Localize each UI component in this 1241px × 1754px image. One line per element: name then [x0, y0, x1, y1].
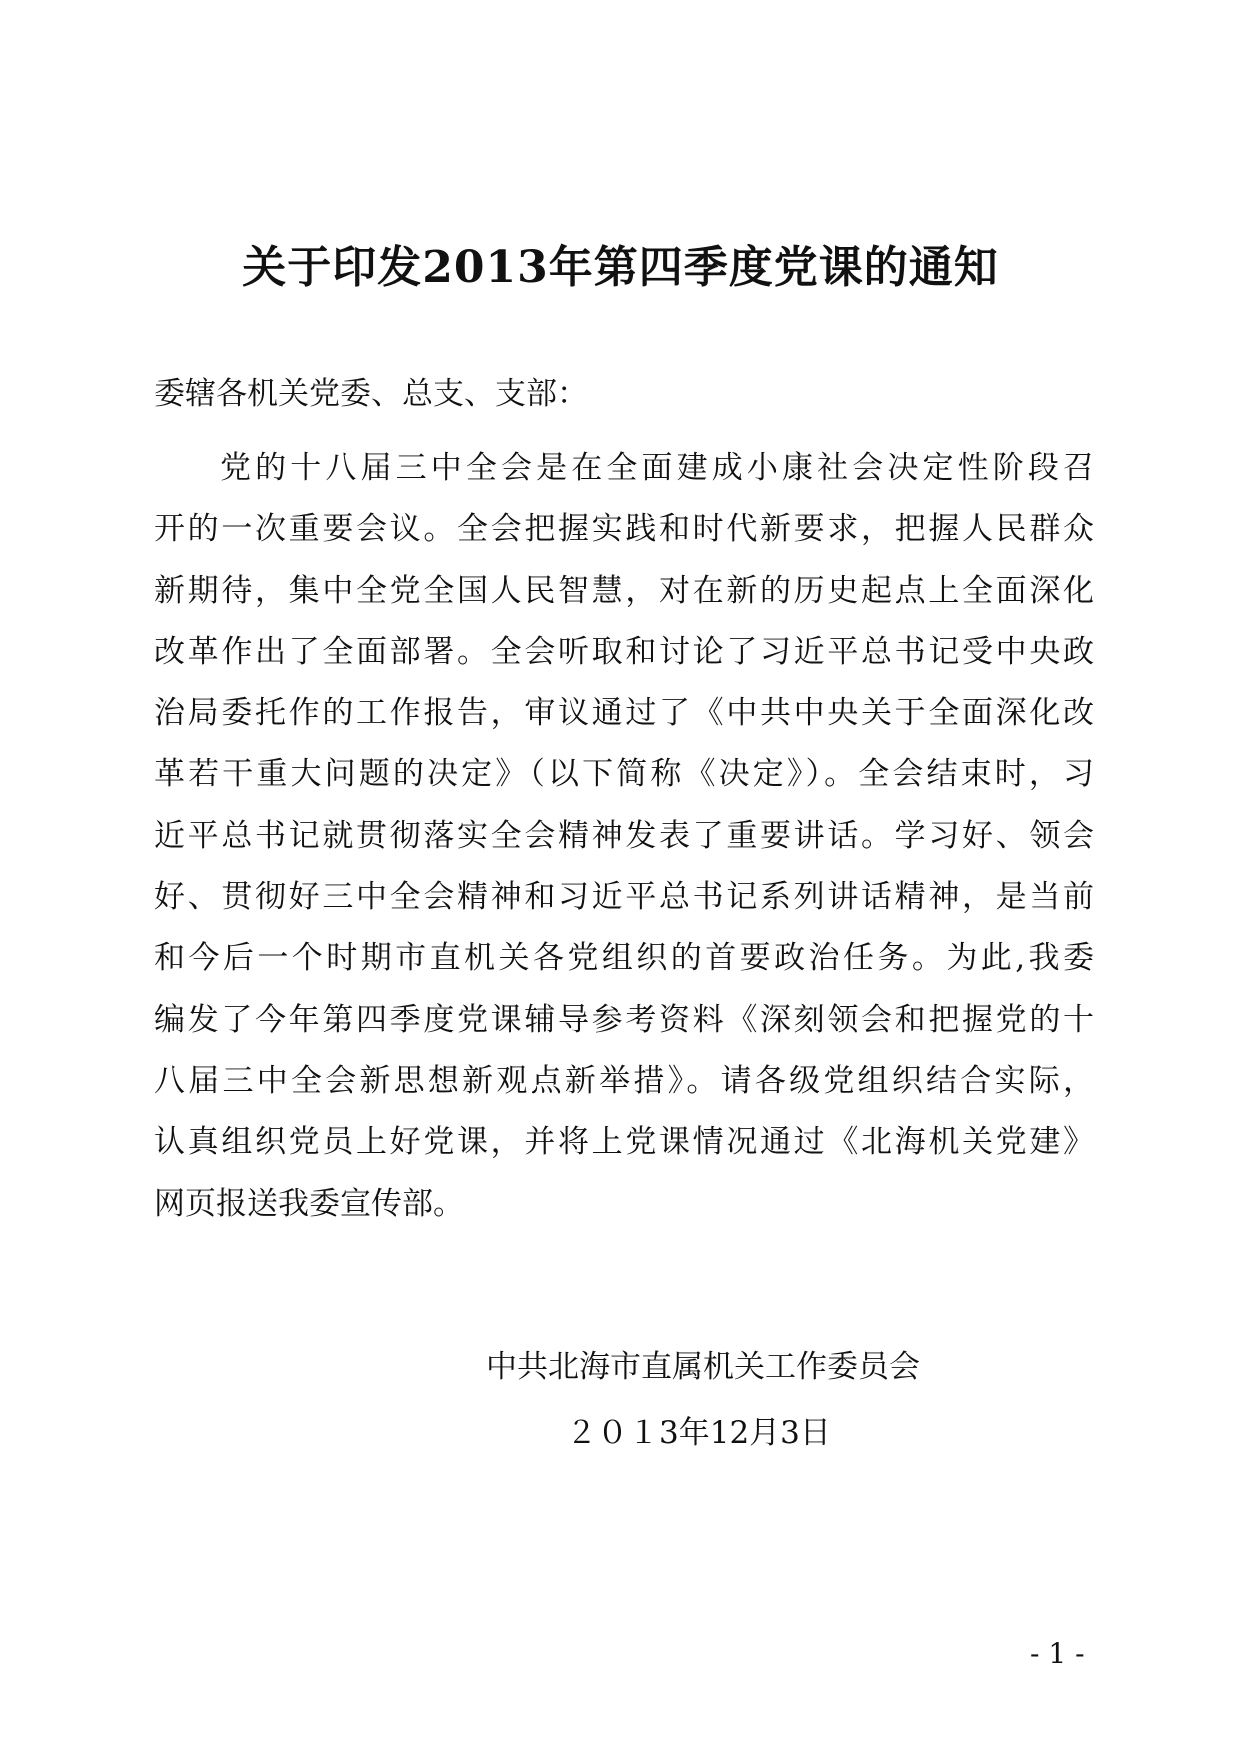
body-line: 和今后一个时期市直机关各党组织的首要政治任务。为此,我委: [154, 940, 1094, 977]
document-title: 关于印发2013年第四季度党课的通知: [242, 242, 999, 293]
body-line: 革若干重大问题的决定》（以下简称《决定》）。全会结束时，习: [154, 756, 1094, 793]
body-line: 近平总书记就贯彻落实全会精神发表了重要讲话。学习好、领会: [154, 817, 1094, 854]
body-line: 好、贯彻好三中全会精神和习近平总书记系列讲话精神，是当前: [154, 879, 1094, 916]
body-line: 新期待，集中全党全国人民智慧，对在新的历史起点上全面深化: [154, 572, 1094, 609]
sender-organization: 中共北海市直属机关工作委员会: [486, 1349, 920, 1385]
document-date: ２０１3年12月3日: [566, 1415, 831, 1451]
body-line: 开的一次重要会议。全会把握实践和时代新要求，把握人民群众: [154, 511, 1094, 548]
body-line: 八届三中全会新思想新观点新举措》。请各级党组织结合实际，: [154, 1062, 1094, 1099]
body-line: 党的十八届三中全会是在全面建成小康社会决定性阶段召: [220, 450, 1094, 486]
body-line: 治局委托作的工作报告，审议通过了《中共中央关于全面深化改: [154, 695, 1094, 732]
body-line: 改革作出了全面部署。全会听取和讨论了习近平总书记受中央政: [154, 633, 1094, 670]
salutation: 委辖各机关党委、总支、支部：: [154, 376, 588, 412]
body-line: 编发了今年第四季度党课辅导参考资料《深刻领会和把握党的十: [154, 1001, 1094, 1038]
body-paragraph: [154, 438, 1094, 1235]
page-number: - 1 -: [1030, 1637, 1085, 1670]
body-line: 网页报送我委宣传部。: [154, 1185, 464, 1222]
body-line: 认真组织党员上好党课，并将上党课情况通过《北海机关党建》: [154, 1124, 1094, 1161]
